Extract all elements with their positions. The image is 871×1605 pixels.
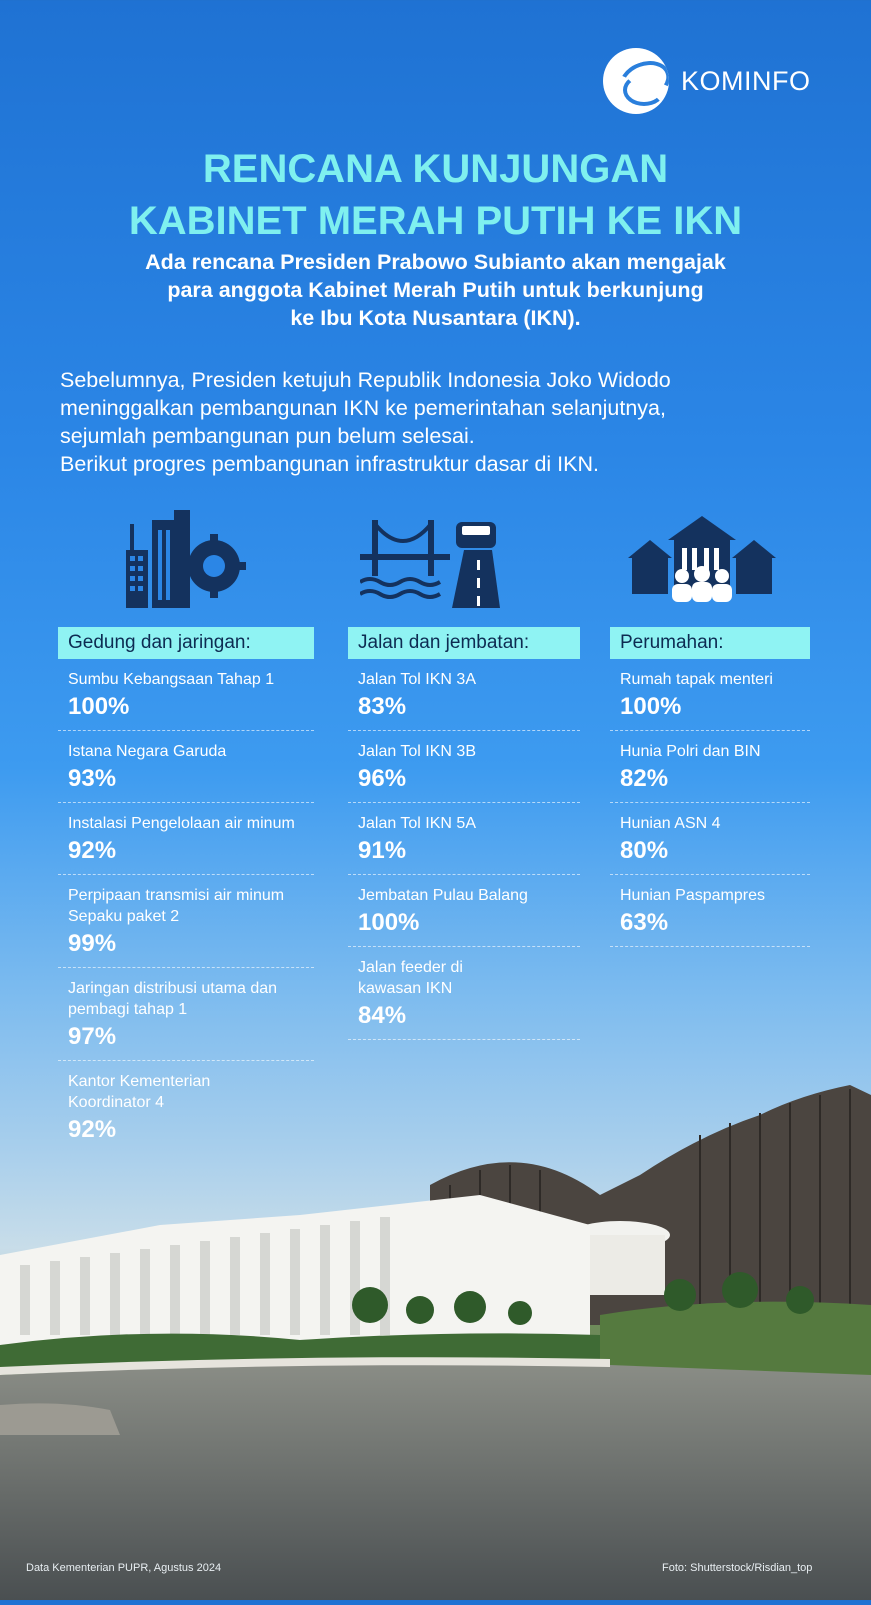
list-item	[348, 875, 580, 947]
intro-paragraph	[60, 248, 811, 332]
item-label: Hunia Polri dan BIN	[620, 743, 761, 760]
column-perumahan	[610, 627, 810, 947]
list-item	[610, 659, 810, 731]
ikn-palace-photo	[0, 1075, 871, 1600]
body-line-2: meninggalkan pembangunan IKN ke pemerintahan selanjutnya,	[60, 396, 666, 420]
item-value: 100%	[68, 693, 130, 720]
intro-line-2: para anggota Kabinet Merah Putih untuk berkunjung	[167, 278, 704, 302]
item-value: 83%	[358, 693, 407, 720]
item-value: 99%	[68, 930, 117, 957]
list-item	[58, 968, 314, 1061]
item-label: Jaringan distribusi utama dan pembagi tahap 1	[68, 980, 278, 1018]
list-item	[348, 803, 580, 875]
item-label: Perpipaan transmisi air minum Sepaku paket 2	[68, 887, 285, 925]
data-source: Data Kementerian PUPR, Agustus 2024	[26, 1562, 222, 1574]
kominfo-emblem-icon	[603, 48, 669, 114]
item-label: Hunian ASN 4	[620, 815, 721, 832]
list-item	[58, 803, 314, 875]
item-label: Instalasi Pengelolaan air minum	[68, 815, 295, 832]
list-item	[348, 731, 580, 803]
item-value: 93%	[68, 765, 117, 792]
item-value: 84%	[358, 1002, 407, 1029]
item-label: Jalan Tol IKN 3B	[358, 743, 476, 760]
list-item	[610, 803, 810, 875]
list-item	[610, 875, 810, 947]
list-item	[348, 947, 580, 1040]
item-label: Kantor Kementerian Koordinator 4	[68, 1073, 211, 1111]
column-heading: Gedung dan jaringan:	[58, 627, 314, 659]
list-item	[610, 731, 810, 803]
intro-line-3: ke Ibu Kota Nusantara (IKN).	[290, 306, 581, 330]
item-value: 100%	[620, 693, 682, 720]
list-item	[348, 659, 580, 731]
page-title	[0, 143, 871, 247]
list-item	[58, 659, 314, 731]
item-label: Istana Negara Garuda	[68, 743, 227, 760]
column-heading: Jalan dan jembatan:	[348, 627, 580, 659]
title-line-2: KABINET MERAH PUTIH KE IKN	[128, 199, 743, 243]
item-label: Jembatan Pulau Balang	[358, 887, 528, 904]
bridge-road-icon	[360, 510, 490, 620]
item-value: 92%	[68, 1116, 117, 1143]
body-line-1: Sebelumnya, Presiden ketujuh Republik Indonesia Joko Widodo	[60, 368, 671, 392]
item-value: 92%	[68, 837, 117, 864]
item-label: Rumah tapak menteri	[620, 671, 773, 688]
item-label: Jalan Tol IKN 5A	[358, 815, 476, 832]
building-gear-icon	[118, 510, 248, 620]
item-value: 63%	[620, 909, 669, 936]
column-heading: Perumahan:	[610, 627, 810, 659]
column-jalan-jembatan	[348, 627, 580, 1040]
item-label: Hunian Paspampres	[620, 887, 765, 904]
item-value: 97%	[68, 1023, 117, 1050]
item-value: 100%	[358, 909, 420, 936]
kominfo-logo	[603, 48, 811, 114]
item-value: 91%	[358, 837, 407, 864]
title-line-1: RENCANA KUNJUNGAN	[202, 147, 669, 191]
item-label: Jalan feeder di kawasan IKN	[358, 959, 463, 997]
intro-line-1: Ada rencana Presiden Prabowo Subianto akan mengajak	[145, 250, 726, 274]
item-label: Sumbu Kebangsaan Tahap 1	[68, 671, 275, 688]
item-value: 96%	[358, 765, 407, 792]
list-item	[58, 875, 314, 968]
item-label: Jalan Tol IKN 3A	[358, 671, 476, 688]
body-line-4: Berikut progres pembangunan infrastruktur dasar di IKN.	[60, 452, 599, 476]
item-value: 82%	[620, 765, 669, 792]
item-value: 80%	[620, 837, 669, 864]
list-item	[58, 731, 314, 803]
body-line-3: sejumlah pembangunan pun belum selesai.	[60, 424, 475, 448]
brand-name: KOMINFO	[681, 65, 811, 96]
housing-people-icon	[628, 510, 758, 620]
photo-credit: Foto: Shutterstock/Risdian_top	[662, 1562, 813, 1574]
body-paragraph	[60, 366, 830, 478]
